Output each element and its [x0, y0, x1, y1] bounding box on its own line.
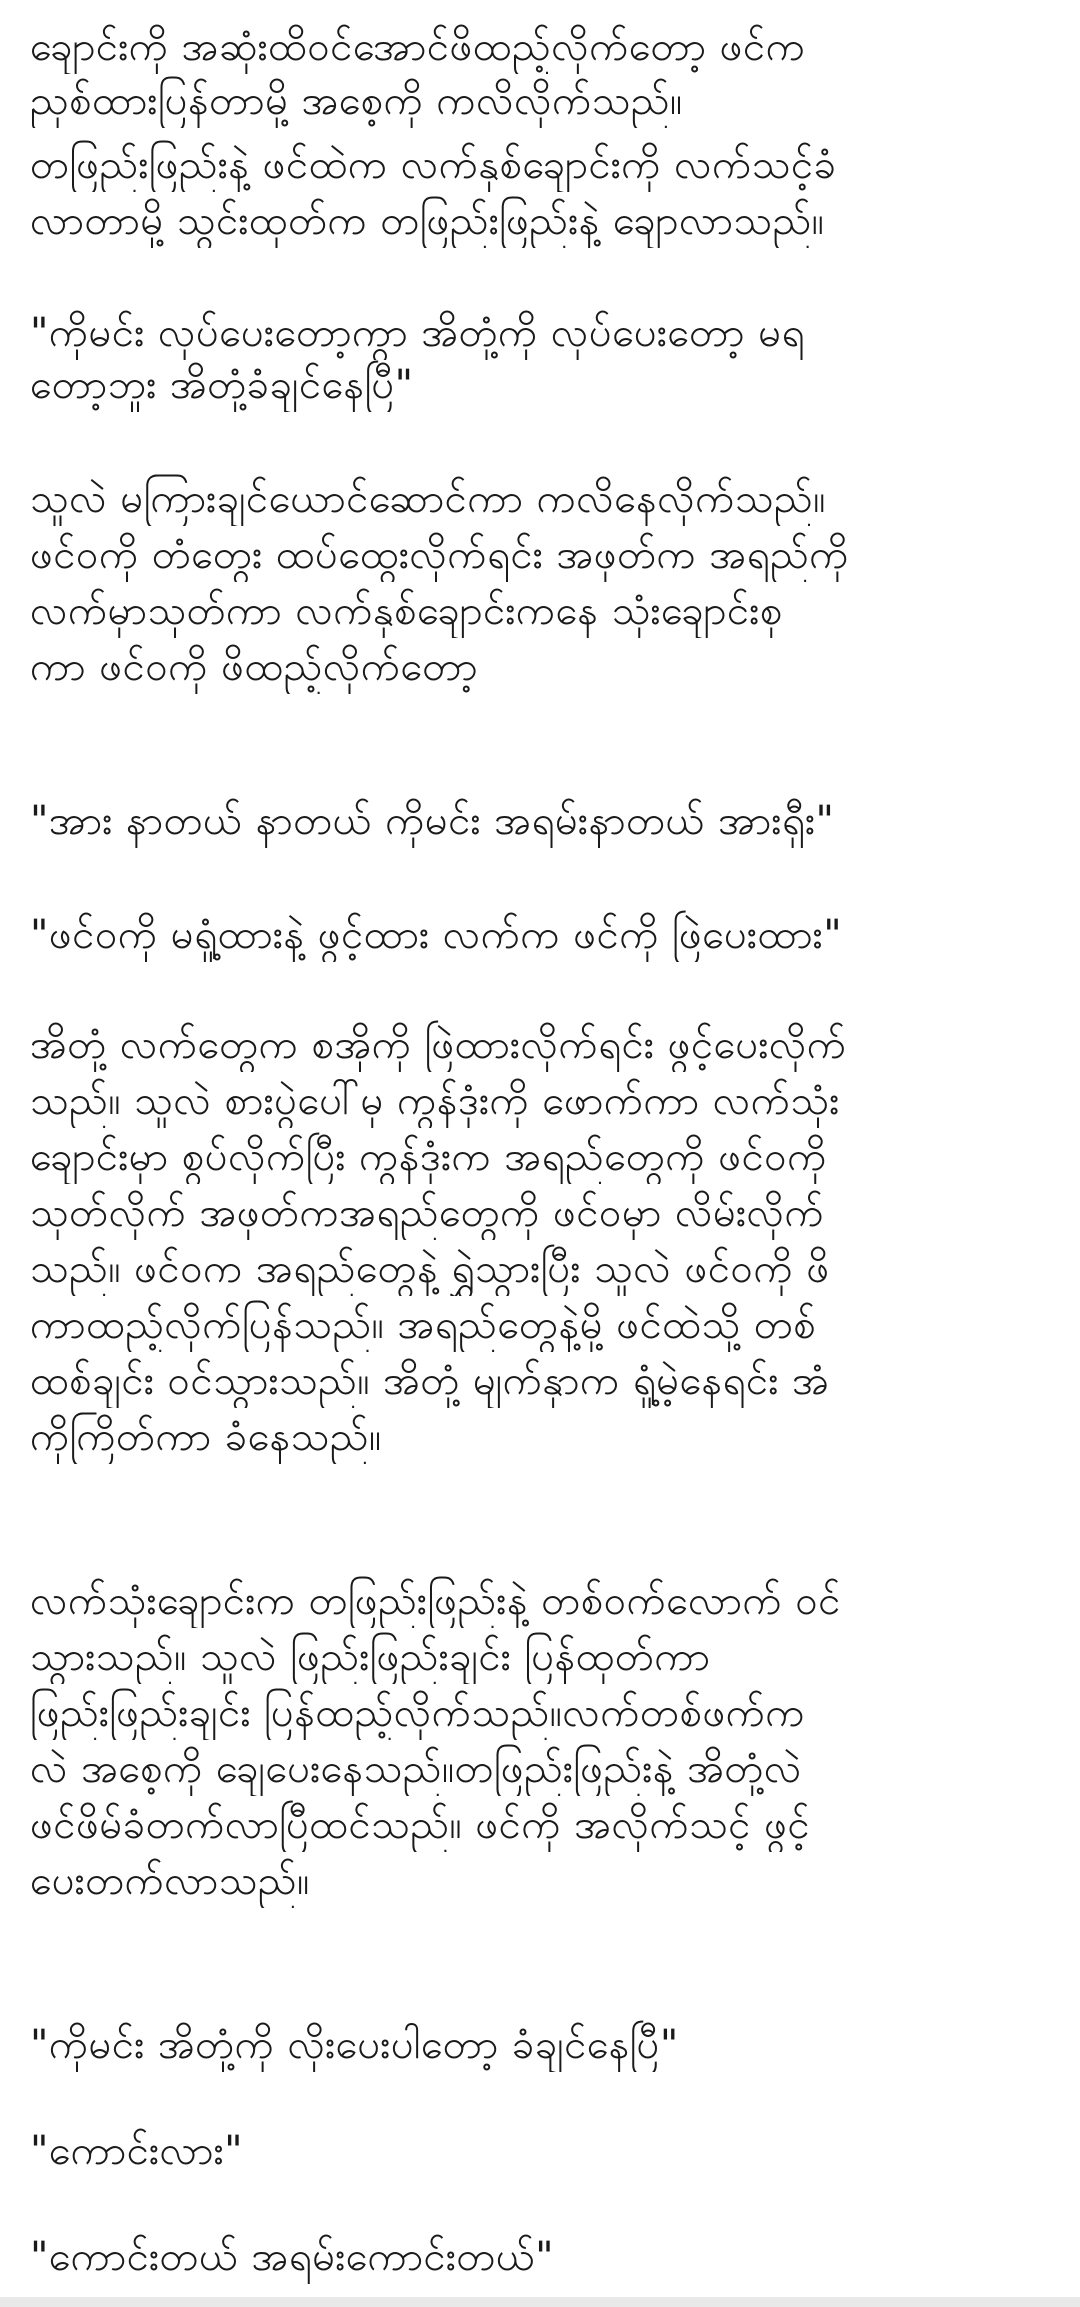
- text-line: သည်။ သူလဲ စားပွဲပေါ်မှ ကွန်ဒုံးကို ဖောက်ကာ လက်သုံး: [30, 1078, 840, 1124]
- text-line: လက်မှာသုတ်ကာ လက်နှစ်ချောင်းကနေ သုံးချောင်းစု: [30, 588, 783, 634]
- text-line: ပေးတက်လာသည်။: [30, 1858, 310, 1904]
- bottom-scroll-edge: [0, 2297, 1080, 2307]
- text-line: ချောင်းမှာ စွပ်လိုက်ပြီး ကွန်ဒုံးက အရည်တွေကို ဖင်ဝကို: [30, 1134, 827, 1180]
- text-line: "ကောင်းလား": [30, 2128, 244, 2174]
- text-line: တော့ဘူး အိတုံ့ခံချင်နေပြီ": [30, 362, 414, 408]
- text-line: သုတ်လိုက် အဖုတ်ကအရည်တွေကို ဖင်ဝမှာ လိမ်းလိုက်: [30, 1190, 825, 1236]
- text-line: ချောင်းကို အဆုံးထိဝင်အောင်ဖိထည့်လိုက်တော့ ဖင်က: [30, 24, 806, 70]
- text-line: ဖင်ဝကို တံတွေး ထပ်ထွေးလိုက်ရင်း အဖုတ်က အရည်ကို: [30, 532, 849, 578]
- text-line: "ဖင်ဝကို မရှုံ့ထားနဲ့ ဖွင့်ထား လက်က ဖင်ကို ဖြဲပေးထား": [30, 912, 843, 958]
- text-line: "ကောင်းတယ် အရမ်းကောင်းတယ်": [30, 2234, 555, 2280]
- text-line: "အား နာတယ် နာတယ် ကိုမင်း အရမ်းနာတယ် အားရှီး": [30, 798, 835, 844]
- text-line: သူလဲ မကြားချင်ယောင်ဆောင်ကာ ကလိနေလိုက်သည်။: [30, 476, 826, 522]
- text-line: "ကိုမင်း အိတုံ့ကို လိုးပေးပါတော့ ခံချင်နေပြီ": [30, 2022, 679, 2068]
- text-line: သည်။ ဖင်ဝက အရည်တွေနဲ့ ရွှဲသွားပြီး သူလဲ ဖင်ဝကို ဖိ: [30, 1246, 830, 1292]
- text-line: ကာ ဖင်ဝကို ဖိထည့်လိုက်တော့: [30, 644, 479, 690]
- text-line: ကာထည့်လိုက်ပြန်သည်။ အရည်တွေနဲ့မို့ ဖင်ထဲသို့ တစ်: [30, 1302, 817, 1348]
- text-line: ထစ်ချင်း ဝင်သွားသည်။ အိတုံ့ မျက်နှာက ရှုံ့မဲ့နေရင်း အံ: [30, 1358, 830, 1404]
- text-line: သွားသည်။ သူလဲ ဖြည်းဖြည်းချင်း ပြန်ထုတ်ကာ: [30, 1634, 711, 1680]
- text-line: လာတာမို့ သွင်းထုတ်က တဖြည်းဖြည်းနဲ့ ချောလာသည်။: [30, 198, 825, 244]
- text-line: လဲ အစေ့ကို ချေပေးနေသည်။တဖြည်းဖြည်းနဲ့ အိတုံ့လဲ: [30, 1746, 802, 1792]
- text-line: အိတုံ့ လက်တွေက စအိုကို ဖြဲထားလိုက်ရင်း ဖွင့်ပေးလိုက်: [30, 1022, 847, 1068]
- text-line: ဖြည်းဖြည်းချင်း ပြန်ထည့်လိုက်သည်။လက်တစ်ဖက်က: [30, 1690, 806, 1736]
- text-line: တဖြည်းဖြည်းနဲ့ ဖင်ထဲက လက်နှစ်ချောင်းကို လက်သင့်ခံ: [30, 142, 837, 188]
- text-line: ဖင်ဖိမ်ခံတက်လာပြီထင်သည်။ ဖင်ကို အလိုက်သင့် ဖွင့်: [30, 1802, 811, 1848]
- text-line: ညှစ်ထားပြန်တာမို့ အစေ့ကို ကလိလိုက်သည်။: [30, 78, 683, 124]
- text-line: ကိုကြိတ်ကာ ခံနေသည်။: [30, 1414, 382, 1460]
- text-line: လက်သုံးချောင်းက တဖြည်းဖြည်းနဲ့ တစ်ဝက်လောက် ဝင်: [30, 1578, 841, 1624]
- text-line: "ကိုမင်း လုပ်ပေးတော့ကွာ အိတုံ့ကို လုပ်ပေးတော့ မရ: [30, 310, 806, 356]
